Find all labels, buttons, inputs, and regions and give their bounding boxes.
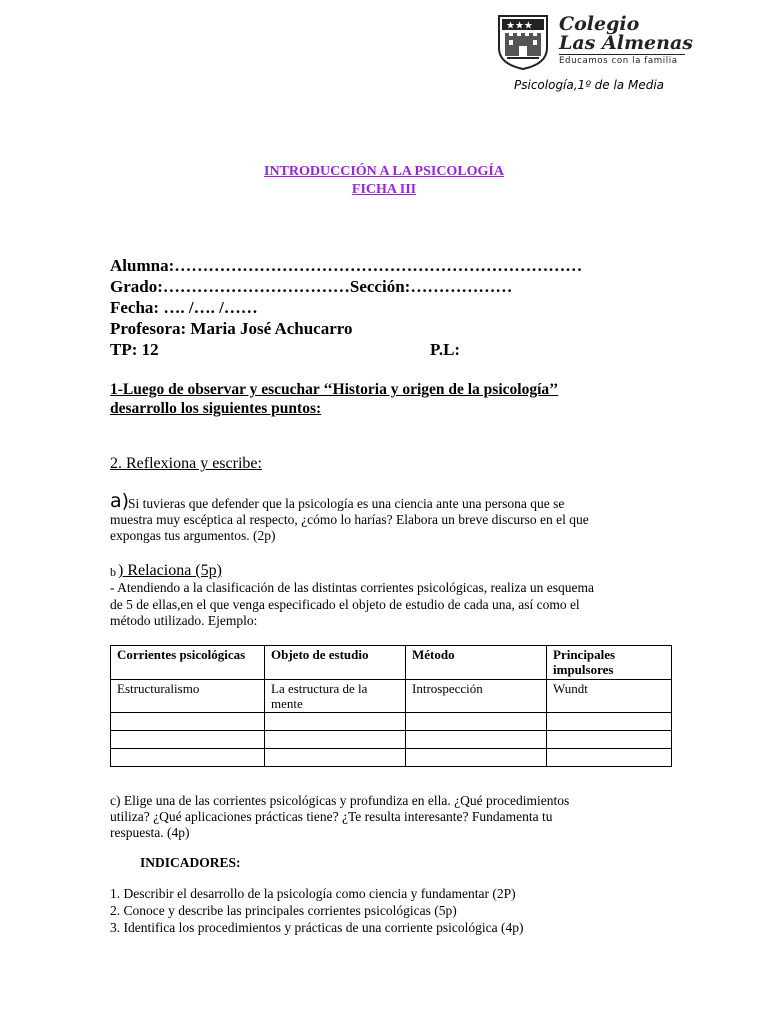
question-c-line-2: utiliza? ¿Qué aplicaciones prácticas tiene? ¿Te resulta interesante? Fundamenta tu (110, 809, 553, 824)
table-cell[interactable] (265, 731, 406, 749)
table-cell[interactable] (111, 731, 265, 749)
table-header-cell: Objeto de estudio (265, 646, 406, 680)
crest-icon (497, 14, 549, 70)
question-a-line-2: muestra muy escéptica al respecto, ¿cómo lo harías? Elabora un breve discurso en el que (110, 512, 589, 527)
document-subtitle: FICHA III (351, 182, 417, 197)
table-cell[interactable] (547, 749, 672, 767)
table-header-cell: Método (406, 646, 547, 680)
question-1-line-2: desarrollo los siguientes puntos: (110, 400, 322, 417)
table-cell[interactable] (265, 749, 406, 767)
school-name: Colegio (559, 13, 640, 35)
table-cell[interactable] (406, 731, 547, 749)
question-a-marker: a) (110, 490, 130, 512)
field-grado-seccion: Grado:……………………………Sección:……………… (110, 277, 513, 296)
question-b-line-3: método utilizado. Ejemplo: (110, 613, 258, 628)
table-cell[interactable] (406, 749, 547, 767)
svg-text:★★★: ★★★ (506, 20, 533, 32)
table-row (111, 731, 672, 749)
table-cell[interactable] (547, 731, 672, 749)
field-profesora: Profesora: Maria José Achucarro (110, 319, 353, 338)
field-alumna: Alumna:……………………………………………………………… (110, 256, 583, 275)
school-logo (497, 13, 693, 72)
table-cell[interactable] (547, 713, 672, 731)
table-row (111, 713, 672, 731)
question-b-line-2: de 5 de ellas,en el que venga especificado el objeto de estudio de cada una, así como el (110, 597, 580, 612)
table-header-cell: Corrientes psicológicas (111, 646, 265, 680)
table-cell[interactable] (265, 713, 406, 731)
question-b-marker: b (110, 565, 116, 579)
school-motto: Educamos con la familia (559, 54, 685, 66)
field-pl: P.L: (430, 340, 461, 359)
table-cell[interactable] (111, 713, 265, 731)
table-row (111, 680, 672, 713)
table-cell[interactable] (111, 749, 265, 767)
indicator-item: 3. Identifica los procedimientos y prácticas de una corriente psicológica (4p) (110, 920, 524, 935)
field-tp: TP: 12 (110, 340, 159, 359)
school-name-line-2: Las Almenas (559, 32, 693, 54)
table-cell: La estructura de la mente (265, 680, 406, 713)
table-cell: Estructuralismo (111, 680, 265, 713)
question-b-line-1: - Atendiendo a la clasificación de las distintas corrientes psicológicas, realiza un esquema (110, 580, 594, 595)
question-1-line-1: 1-Luego de observar y escuchar ‘‘Historia y origen de la psicología’’ (110, 381, 559, 398)
question-a-line-3: expongas tus argumentos. (2p) (110, 528, 276, 543)
question-a-line-1: Si tuvieras que defender que la psicología es una ciencia ante una persona que se (128, 496, 565, 511)
table-cell: Introspección (406, 680, 547, 713)
table-cell: Wundt (547, 680, 672, 713)
indicator-item: 2. Conoce y describe las principales corrientes psicológicas (5p) (110, 903, 457, 918)
question-c-line-1: c) Elige una de las corrientes psicológicas y profundiza en ella. ¿Qué procedimientos (110, 793, 570, 808)
table-row (111, 749, 672, 767)
question-b-heading: ) Relaciona (5p) (118, 562, 222, 579)
indicator-item: 1. Describir el desarrollo de la psicología como ciencia y fundamentar (2P) (110, 886, 516, 901)
section-2-heading: 2. Reflexiona y escribe: (110, 455, 262, 472)
indicators-heading: INDICADORES: (140, 855, 241, 870)
schema-table (110, 645, 672, 767)
document-title: INTRODUCCIÓN A LA PSICOLOGÍA (264, 164, 504, 179)
table-header-cell: Principales impulsores (547, 646, 672, 680)
question-c-line-3: respuesta. (4p) (110, 825, 190, 840)
table-header-row (111, 646, 672, 680)
table-cell[interactable] (406, 713, 547, 731)
subject-line: Psicología,1º de la Media (514, 78, 665, 92)
field-fecha: Fecha: …. /…. /…… (110, 298, 258, 317)
